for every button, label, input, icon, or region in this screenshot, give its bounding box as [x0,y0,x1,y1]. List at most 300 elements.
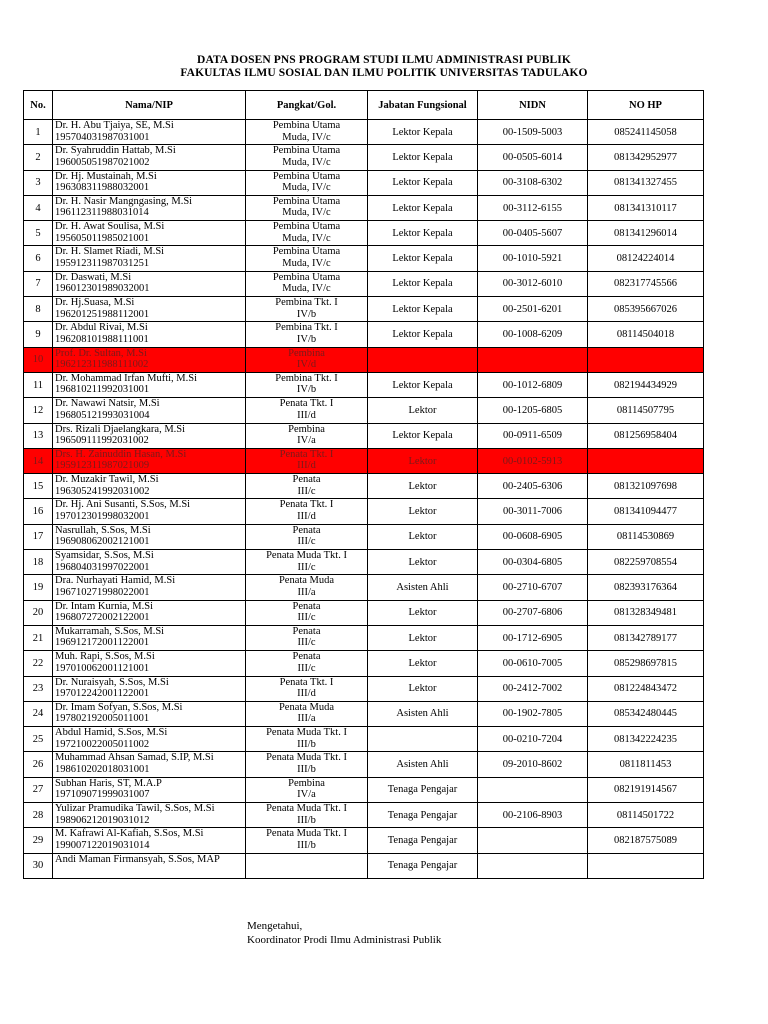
phone-number: 082187575089 [614,834,677,846]
lecturer-nip: 196805121993031004 [55,409,150,421]
lecturer-name: Dr. Nuraisyah, S.Sos, M.Si [55,676,169,688]
cell-hp [588,524,704,549]
cell-nidn [478,752,588,777]
cell-nama-nip [53,524,246,549]
row-number: 13 [32,430,44,442]
functional-position: Tenaga Pengajar [387,860,458,872]
phone-number: 085395667026 [614,303,677,315]
cell-no [24,752,53,777]
lecturer-nip: 197012301998032001 [55,510,150,522]
column-header-pangkat: Pangkat/Gol. [246,91,368,120]
table-row [24,372,704,397]
lecturer-nip: 196208101988111001 [55,333,149,345]
table-row [24,448,704,473]
cell-no [24,271,53,296]
row-number: 18 [32,556,44,568]
phone-number: 085342480445 [614,708,677,720]
rank-name: Pembina [288,777,325,789]
phone-number: 081224843472 [614,683,677,695]
rank-grade: Muda, IV/c [282,257,331,269]
table-row [24,651,704,676]
table-row [24,524,704,549]
cell-nidn [478,727,588,752]
row-number: 29 [32,834,44,846]
lecturer-name: Nasrullah, S.Sos, M.Si [55,524,151,536]
phone-number: 081341094477 [614,506,677,518]
cell-pangkat [246,803,368,828]
rank-grade: III/b [297,839,316,851]
rank-name: Penata Tkt. I [279,676,334,688]
column-header-nidn: NIDN [478,91,588,120]
rank-name: Penata Muda Tkt. I [266,550,347,562]
table-row [24,170,704,195]
lecturer-nip: 196810211992031001 [55,384,150,396]
lecturer-nip: 196212311988111002 [55,359,149,371]
phone-number: 081341310117 [614,202,677,214]
rank-grade: III/d [297,409,316,421]
rank-grade: III/c [297,536,316,548]
rank-name: Pembina Tkt. I [275,322,338,334]
phone-number: 085241145058 [614,126,677,138]
cell-jabatan [368,550,478,575]
cell-no [24,828,53,853]
cell-jabatan [368,752,478,777]
cell-nidn [478,803,588,828]
rank-name: Penata Muda Tkt. I [266,828,347,840]
rank-name: Penata Muda [278,575,335,587]
row-number: 2 [35,151,41,163]
cell-hp [588,448,704,473]
lecturer-name: Dr. Mohammad Irfan Mufti, M.Si [55,372,198,384]
table-row [24,600,704,625]
cell-pangkat [246,524,368,549]
cell-pangkat [246,777,368,802]
nidn-value: 00-3108-6302 [502,177,563,189]
rank-grade: III/d [297,688,316,700]
functional-position: Lektor Kepala [392,253,453,265]
row-number: 17 [32,531,44,543]
lecturer-nip: 198610202018031001 [55,763,150,775]
cell-nama-nip [53,828,246,853]
cell-hp [588,499,704,524]
cell-pangkat [246,701,368,726]
cell-nama-nip [53,777,246,802]
cell-hp [588,600,704,625]
nidn-value: 00-0608-6905 [502,531,563,543]
lecturer-name: Mukarramah, S.Sos, M.Si [55,625,165,637]
row-number: 6 [35,253,41,265]
functional-position: Lektor [408,506,437,518]
cell-jabatan [368,701,478,726]
row-number: 1 [35,126,41,138]
cell-pangkat [246,372,368,397]
functional-position: Tenaga Pengajar [387,784,458,796]
cell-nama-nip [53,423,246,448]
cell-hp [588,145,704,170]
rank-name: Penata Tkt. I [279,499,334,511]
row-number: 16 [32,506,44,518]
cell-pangkat [246,676,368,701]
phone-number: 082259708554 [614,556,677,568]
lecturer-nip: 199007122019031014 [55,839,150,851]
cell-jabatan [368,246,478,271]
rank-name [246,854,367,866]
cell-no [24,448,53,473]
cell-jabatan [368,322,478,347]
cell-pangkat [246,474,368,499]
cell-no [24,676,53,701]
cell-jabatan [368,676,478,701]
lecturer-name: Dr. Intam Kurnia, M.Si [55,600,153,612]
rank-name: Pembina Utama [272,195,341,207]
rank-grade: IV/b [296,333,317,345]
row-number: 23 [32,683,44,695]
nidn-value: 00-2412-7002 [502,683,563,695]
functional-position: Tenaga Pengajar [387,809,458,821]
cell-jabatan [368,347,478,372]
cell-nidn [478,347,588,372]
cell-pangkat [246,297,368,322]
rank-grade: IV/b [296,384,317,396]
functional-position: Lektor Kepala [392,126,453,138]
cell-nidn [478,170,588,195]
cell-jabatan [368,170,478,195]
rank-grade: IV/a [297,789,316,801]
nidn-value: 00-1205-6805 [502,404,563,416]
nidn-value: 00-1712-6905 [502,632,563,644]
lecturer-nip: 196305241992031002 [55,485,150,497]
nidn-value: 00-2106-8903 [502,809,563,821]
lecturer-name: Dr. Hj. Ani Susanti, S.Sos, M.Si [55,499,191,511]
lecturer-name: M. Kafrawi Al-Kafiah, S.Sos, M.Si [55,828,204,840]
cell-no [24,727,53,752]
document-subtitle: FAKULTAS ILMU SOSIAL DAN ILMU POLITIK UNIVERSITAS TADULAKO [180,67,588,79]
cell-hp [588,221,704,246]
functional-position: Lektor Kepala [392,202,453,214]
nidn-value: 00-2501-6201 [502,303,563,315]
functional-position: Lektor Kepala [392,177,453,189]
cell-nama-nip [53,170,246,195]
nidn-value: 00-3012-6010 [502,278,563,290]
cell-jabatan [368,803,478,828]
cell-nidn [478,777,588,802]
cell-nama-nip [53,600,246,625]
row-number: 10 [32,354,44,366]
nidn-value: 00-0505-6014 [502,151,563,163]
cell-hp [588,246,704,271]
table-row [24,322,704,347]
rank-name: Pembina Utama [272,170,341,182]
cell-no [24,423,53,448]
lecturer-nip: 196012301989032001 [55,283,150,295]
rank-name: Penata [292,474,321,486]
cell-pangkat [246,651,368,676]
cell-nidn [478,701,588,726]
rank-name: Penata [292,651,321,663]
cell-pangkat [246,550,368,575]
cell-pangkat [246,170,368,195]
functional-position: Lektor [408,632,437,644]
lecturer-nip: 196509111992031002 [55,435,149,447]
cell-jabatan [368,524,478,549]
cell-nama-nip [53,701,246,726]
cell-nidn [478,550,588,575]
cell-nama-nip [53,145,246,170]
nidn-value: 00-0610-7005 [502,657,563,669]
rank-grade: III/c [297,561,316,573]
cell-hp [588,120,704,145]
functional-position: Lektor [408,455,437,467]
table-row [24,246,704,271]
row-number: 14 [32,455,44,467]
functional-position: Lektor [408,404,437,416]
cell-nidn [478,600,588,625]
functional-position: Lektor [408,556,437,568]
table-header-row [24,91,704,120]
lecturer-nip: 196005051987021002 [55,156,150,168]
cell-hp [588,423,704,448]
functional-position: Lektor Kepala [392,278,453,290]
cell-nama-nip [53,550,246,575]
lecturer-nip: 197010062001121001 [55,662,150,674]
phone-number: 085298697815 [614,657,677,669]
cell-nidn [478,575,588,600]
table-row [24,701,704,726]
lecturer-name: Dr. H. Awat Soulisa, M.Si [55,221,165,233]
cell-nidn [478,651,588,676]
functional-position: Lektor [408,531,437,543]
lecturer-name: Dr. Imam Sofyan, S.Sos, M.Si [55,701,183,713]
cell-pangkat [246,575,368,600]
cell-nidn [478,195,588,220]
row-number: 22 [32,657,44,669]
cell-hp [588,777,704,802]
lecturer-nip: 198906212019031012 [55,814,150,826]
row-number: 28 [32,809,44,821]
rank-name: Penata Tkt. I [279,398,334,410]
lecturer-name: Muhammad Ahsan Samad, S.IP, M.Si [55,752,214,764]
rank-grade: Muda, IV/c [282,283,331,295]
rank-grade: Muda, IV/c [282,207,331,219]
cell-no [24,651,53,676]
table-row [24,828,704,853]
cell-jabatan [368,372,478,397]
rank-name: Pembina Utama [272,145,341,157]
nidn-value: 00-1509-5003 [502,126,563,138]
rank-grade: Muda, IV/c [282,131,331,143]
table-row [24,550,704,575]
phone-number: 081342952977 [614,151,677,163]
nidn-value: 00-2710-6707 [502,581,563,593]
cell-hp [588,625,704,650]
rank-grade: Muda, IV/c [282,182,331,194]
phone-number: 081341296014 [614,227,677,239]
rank-grade: IV/a [297,435,316,447]
cell-jabatan [368,120,478,145]
cell-hp [588,347,704,372]
cell-jabatan [368,600,478,625]
lecturer-nip: 196201251988112001 [55,308,150,320]
lecturer-nip: 197802192005011001 [55,713,150,725]
cell-nidn [478,271,588,296]
cell-nama-nip [53,221,246,246]
functional-position: Lektor [408,480,437,492]
cell-nidn [478,297,588,322]
cell-jabatan [368,651,478,676]
phone-number: 08114504018 [616,329,675,341]
cell-jabatan [368,777,478,802]
row-number: 26 [32,759,44,771]
cell-nidn [478,372,588,397]
table-row [24,625,704,650]
cell-nama-nip [53,347,246,372]
cell-nidn [478,246,588,271]
lecturer-nip: 196308311988032001 [55,182,150,194]
rank-grade: III/b [297,814,316,826]
lecturer-name: Drs. Rizali Djaelangkara, M.Si [55,423,186,435]
rank-grade [246,865,367,877]
phone-number: 0811811453 [619,759,672,771]
rank-name: Pembina [288,347,325,359]
nidn-value: 00-0911-6509 [502,430,563,442]
cell-no [24,524,53,549]
cell-nama-nip [53,803,246,828]
nidn-value: 00-2405-6306 [502,480,563,492]
cell-no [24,575,53,600]
lecturer-nip: 195605011985021001 [55,232,150,244]
rank-name: Penata Muda Tkt. I [266,803,347,815]
functional-position: Lektor [408,657,437,669]
lecturer-name: Dr. Nawawi Natsir, M.Si [55,398,160,410]
table-row [24,145,704,170]
functional-position: Lektor [408,683,437,695]
cell-jabatan [368,145,478,170]
cell-no [24,120,53,145]
phone-number: 081321097698 [614,480,677,492]
functional-position: Asisten Ahli [396,708,449,720]
cell-nama-nip [53,372,246,397]
rank-name: Penata [292,600,321,612]
cell-nama-nip [53,297,246,322]
cell-nidn [478,676,588,701]
cell-jabatan [368,271,478,296]
phone-number: 082317745566 [614,278,677,290]
phone-number: 08114530869 [616,531,675,543]
cell-hp [588,550,704,575]
table-row [24,297,704,322]
row-number: 24 [32,708,44,720]
cell-nidn [478,448,588,473]
functional-position: Lektor Kepala [392,151,453,163]
phone-number: 082393176364 [614,581,677,593]
cell-no [24,145,53,170]
table-row [24,398,704,423]
rank-name: Penata [292,524,321,536]
rank-name: Pembina Tkt. I [275,297,338,309]
lecturer-name: Dr. H. Nasir Mangngasing, M.Si [55,195,193,207]
phone-number: 082194434929 [614,379,677,391]
cell-nama-nip [53,727,246,752]
cell-nidn [478,322,588,347]
nidn-value: 00-1008-6209 [502,329,563,341]
nidn-value: 09-2010-8602 [502,759,563,771]
rank-grade: III/a [297,586,316,598]
cell-hp [588,398,704,423]
rank-grade: III/a [297,713,316,725]
footer-acknowledgement: Mengetahui, [247,920,303,932]
nidn-value: 00-1012-6809 [502,379,563,391]
table-row [24,120,704,145]
nidn-value: 00-0405-5607 [502,227,563,239]
cell-hp [588,297,704,322]
cell-nama-nip [53,448,246,473]
rank-grade: III/c [297,485,316,497]
phone-number: 081328349481 [614,607,677,619]
table-row [24,271,704,296]
cell-pangkat [246,499,368,524]
rank-grade: III/d [297,510,316,522]
column-header-no: No. [24,91,53,120]
lecturer-nip: 196908062002121001 [55,536,150,548]
rank-name: Pembina Utama [272,271,341,283]
cell-nama-nip [53,676,246,701]
rank-name: Penata Muda Tkt. I [266,727,347,739]
rank-grade: III/c [297,662,316,674]
lecturer-nip: 195912311987031251 [55,257,150,269]
lecturer-name: Syamsidar, S.Sos, M.Si [55,550,154,562]
cell-hp [588,752,704,777]
table-row [24,347,704,372]
cell-hp [588,271,704,296]
cell-jabatan [368,727,478,752]
cell-nama-nip [53,499,246,524]
cell-nama-nip [53,398,246,423]
cell-jabatan [368,448,478,473]
functional-position: Lektor Kepala [392,303,453,315]
phone-number: 08124224014 [616,253,675,265]
row-number: 7 [35,278,41,290]
cell-nama-nip [53,195,246,220]
cell-pangkat [246,221,368,246]
cell-jabatan [368,398,478,423]
row-number: 19 [32,581,44,593]
lecturer-name: Dr. Hj.Suasa, M.Si [55,297,135,309]
cell-jabatan [368,625,478,650]
nidn-value: 00-1902-7805 [502,708,563,720]
table-row [24,423,704,448]
table-row [24,777,704,802]
table-row [24,752,704,777]
table-row [24,575,704,600]
rank-grade: III/c [297,612,316,624]
cell-pangkat [246,853,368,878]
lecturer-nip: 196710271998022001 [55,586,150,598]
cell-nidn [478,499,588,524]
document-title: DATA DOSEN PNS PROGRAM STUDI ILMU ADMINISTRASI PUBLIK [197,54,571,66]
cell-jabatan [368,575,478,600]
cell-jabatan [368,423,478,448]
cell-nama-nip [53,120,246,145]
functional-position: Asisten Ahli [396,759,449,771]
phone-number: 08114501722 [616,809,675,821]
table-row [24,803,704,828]
nidn-value: 00-2707-6806 [502,607,563,619]
table-row [24,853,704,878]
cell-pangkat [246,752,368,777]
lecturer-nip: 196804031997022001 [55,561,150,573]
nidn-value: 00-3011-7006 [502,506,563,518]
cell-nidn [478,828,588,853]
